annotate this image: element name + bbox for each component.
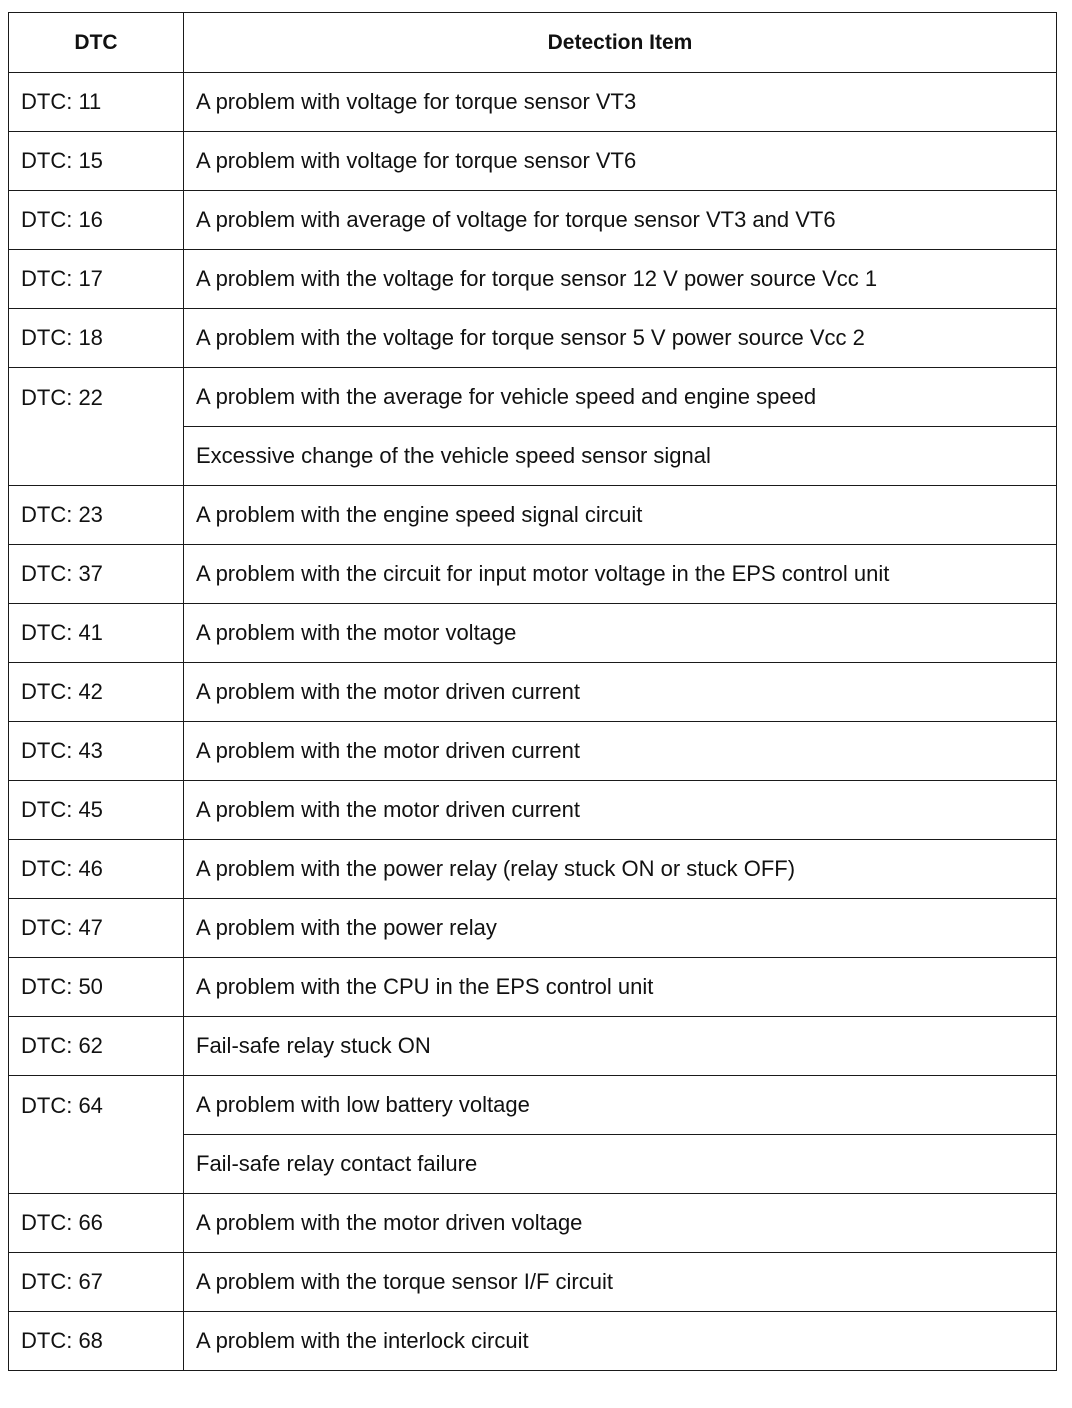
table-row [9,1253,1057,1312]
detection-item-cell: A problem with the motor driven voltage [184,1194,1057,1253]
dtc-code-cell: DTC: 67 [9,1253,184,1312]
table-row [9,486,1057,545]
table-row [9,781,1057,840]
dtc-code-cell: DTC: 64 [9,1076,184,1194]
dtc-code-cell: DTC: 46 [9,840,184,899]
detection-item-cell: A problem with low battery voltage [184,1076,1057,1135]
table-row [9,73,1057,132]
dtc-code-cell: DTC: 15 [9,132,184,191]
dtc-code-cell: DTC: 42 [9,663,184,722]
detection-item-cell: A problem with the power relay (relay stuck ON or stuck OFF) [184,840,1057,899]
dtc-code-cell: DTC: 37 [9,545,184,604]
detection-item-cell: A problem with the torque sensor I/F circuit [184,1253,1057,1312]
table-row [9,132,1057,191]
detection-item-cell: A problem with the power relay [184,899,1057,958]
detection-item-cell: Excessive change of the vehicle speed sensor signal [184,427,1057,486]
dtc-code-cell: DTC: 16 [9,191,184,250]
dtc-table [8,12,1057,1371]
detection-item-cell: Fail-safe relay stuck ON [184,1017,1057,1076]
detection-item-cell: A problem with average of voltage for torque sensor VT3 and VT6 [184,191,1057,250]
detection-item-cell: A problem with the CPU in the EPS control unit [184,958,1057,1017]
table-row [9,309,1057,368]
dtc-code-cell: DTC: 66 [9,1194,184,1253]
dtc-code-cell: DTC: 17 [9,250,184,309]
dtc-code-cell: DTC: 47 [9,899,184,958]
table-row [9,840,1057,899]
detection-item-cell: Fail-safe relay contact failure [184,1135,1057,1194]
table-body [9,73,1057,1371]
table-row [9,1017,1057,1076]
dtc-code-cell: DTC: 50 [9,958,184,1017]
dtc-code-cell: DTC: 23 [9,486,184,545]
detection-item-cell: A problem with the motor driven current [184,722,1057,781]
table-row [9,545,1057,604]
table-header-row [9,13,1057,73]
dtc-code-cell: DTC: 45 [9,781,184,840]
table-row [9,250,1057,309]
detection-item-cell: A problem with the circuit for input motor voltage in the EPS control unit [184,545,1057,604]
dtc-code-cell: DTC: 18 [9,309,184,368]
table-row [9,1312,1057,1371]
dtc-code-cell: DTC: 22 [9,368,184,486]
table-row [9,368,1057,427]
dtc-code-cell: DTC: 68 [9,1312,184,1371]
detection-item-cell: A problem with the motor voltage [184,604,1057,663]
detection-item-cell: A problem with voltage for torque sensor VT3 [184,73,1057,132]
table-row [9,722,1057,781]
detection-item-cell: A problem with voltage for torque sensor VT6 [184,132,1057,191]
column-header-detection-item: Detection Item [184,13,1057,73]
detection-item-cell: A problem with the voltage for torque sensor 5 V power source Vcc 2 [184,309,1057,368]
detection-item-cell: A problem with the average for vehicle speed and engine speed [184,368,1057,427]
dtc-code-cell: DTC: 11 [9,73,184,132]
detection-item-cell: A problem with the interlock circuit [184,1312,1057,1371]
detection-item-cell: A problem with the motor driven current [184,663,1057,722]
column-header-dtc: DTC [9,13,184,73]
detection-item-cell: A problem with the voltage for torque sensor 12 V power source Vcc 1 [184,250,1057,309]
table-row [9,663,1057,722]
table-row [9,899,1057,958]
table-row [9,1194,1057,1253]
table-row [9,191,1057,250]
table-row [9,604,1057,663]
detection-item-cell: A problem with the motor driven current [184,781,1057,840]
dtc-code-cell: DTC: 43 [9,722,184,781]
table-row [9,958,1057,1017]
dtc-code-cell: DTC: 41 [9,604,184,663]
table-row [9,1076,1057,1135]
dtc-code-cell: DTC: 62 [9,1017,184,1076]
detection-item-cell: A problem with the engine speed signal circuit [184,486,1057,545]
